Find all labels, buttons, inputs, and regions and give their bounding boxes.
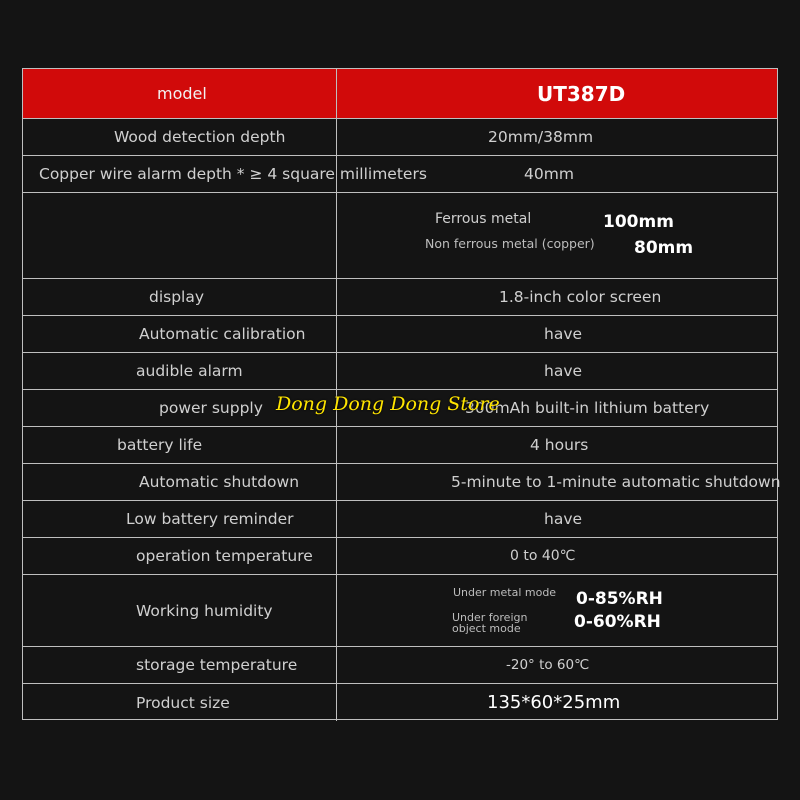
table-row-low-battery	[23, 501, 777, 538]
row-value: 0 to 40℃	[510, 548, 576, 564]
metal-mode-label: Under metal mode	[453, 586, 557, 599]
table-row-copper-depth	[23, 156, 777, 193]
table-row-battery-life	[23, 427, 777, 464]
store-watermark: Dong Dong Dong Store	[276, 393, 500, 415]
row-label: Product size	[136, 693, 230, 712]
foreign-mode-humidity: 0-60%RH	[574, 612, 661, 632]
row-value: 5-minute to 1-minute automatic shutdown	[451, 473, 781, 491]
row-value: 135*60*25mm	[487, 692, 621, 713]
row-value: 40mm	[524, 165, 574, 183]
non-ferrous-metal-value: 80mm	[634, 238, 694, 258]
table-row-operation-temperature	[23, 538, 777, 575]
row-label: Automatic shutdown	[139, 473, 300, 491]
table-row-storage-temperature	[23, 647, 777, 684]
row-label: Low battery reminder	[126, 510, 294, 528]
table-row-metal-depth	[23, 193, 777, 279]
row-label: storage temperature	[136, 656, 298, 674]
row-label: Automatic calibration	[139, 325, 306, 343]
foreign-mode-label-line1: Under foreign	[452, 611, 528, 624]
table-row-wood-depth	[23, 119, 777, 156]
table-header-row	[23, 69, 777, 119]
row-value: have	[544, 510, 583, 528]
row-label: Copper wire alarm depth * ≥ 4 square millimeters	[39, 165, 427, 183]
table-row-product-size	[23, 684, 777, 721]
ferrous-metal-value: 100mm	[603, 212, 674, 232]
row-label: display	[149, 288, 205, 306]
table-row-auto-shutdown	[23, 464, 781, 501]
row-value: 1.8-inch color screen	[499, 288, 662, 306]
row-label: power supply	[159, 399, 263, 417]
row-label: operation temperature	[136, 547, 313, 565]
table-row-auto-calibration	[23, 316, 777, 353]
foreign-mode-label-line2: object mode	[452, 622, 521, 635]
header-label: model	[157, 84, 207, 103]
table-row-audible-alarm	[23, 353, 777, 390]
row-value: 4 hours	[530, 436, 589, 454]
row-label: battery life	[117, 436, 203, 454]
header-model-value: UT387D	[537, 81, 626, 106]
ferrous-metal-label: Ferrous metal	[435, 211, 532, 227]
row-label: audible alarm	[136, 362, 243, 380]
row-value: -20° to 60℃	[506, 657, 590, 673]
non-ferrous-metal-label: Non ferrous metal (copper)	[425, 236, 595, 251]
row-value: 300mAh built-in lithium battery	[465, 399, 710, 417]
row-value: have	[544, 325, 583, 343]
row-label: Working humidity	[136, 601, 273, 620]
table-row-display	[23, 279, 777, 316]
row-label: Wood detection depth	[114, 128, 286, 146]
table-row-working-humidity	[23, 575, 777, 647]
row-value: 20mm/38mm	[488, 128, 594, 146]
row-value: have	[544, 362, 583, 380]
metal-mode-humidity: 0-85%RH	[576, 589, 663, 609]
